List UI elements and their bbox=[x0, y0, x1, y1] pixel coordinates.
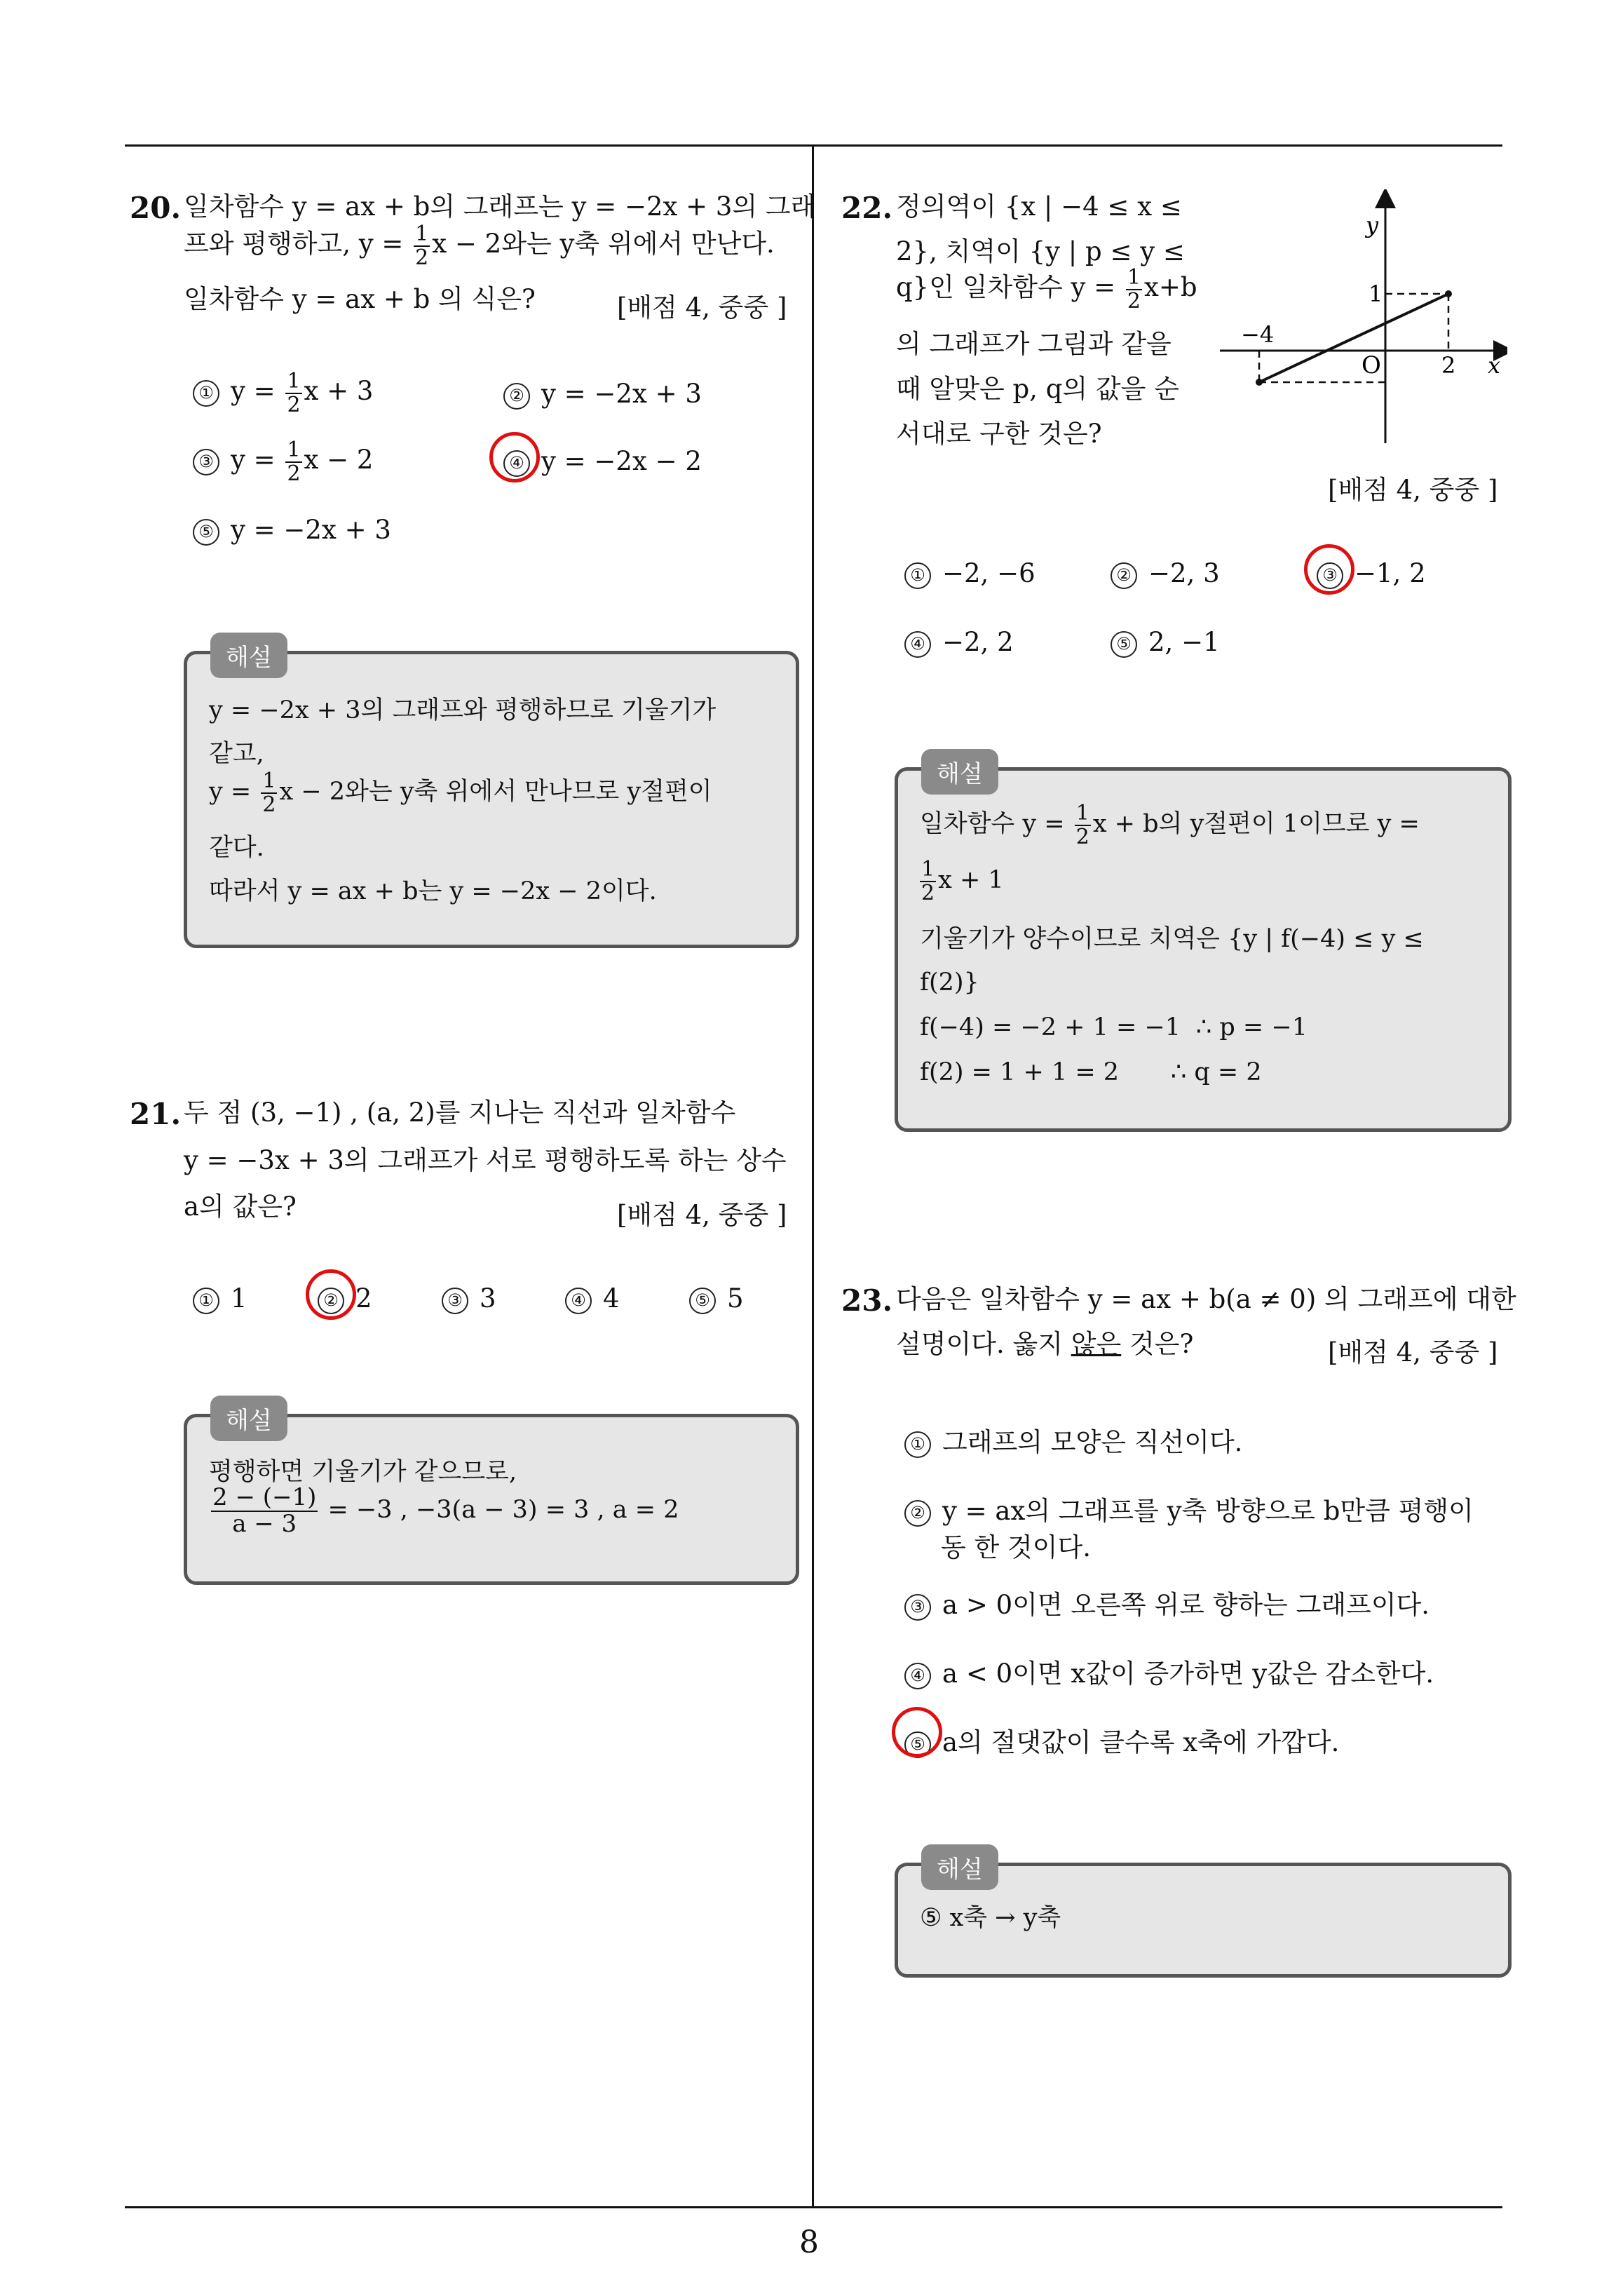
question-text-line: y = −3x + 3의 그래프가 서로 평행하도록 하는 상수 bbox=[184, 1145, 787, 1175]
explanation-line: 같다. bbox=[209, 834, 264, 862]
choice-2[interactable]: ② −2, 3 bbox=[1111, 558, 1220, 589]
explanation-line: f(2) = 1 + 1 = 2 bbox=[920, 1058, 1120, 1086]
explanation-line: 같고, bbox=[209, 740, 264, 768]
question-text-line: 정의역이 {x | −4 ≤ x ≤ bbox=[896, 191, 1182, 222]
page-number: 8 bbox=[799, 2224, 819, 2260]
explanation-line: 따라서 y = ax + b는 y = −2x − 2이다. bbox=[209, 877, 657, 905]
question-number: 22. bbox=[841, 191, 893, 225]
choice-2[interactable]: ② 2 bbox=[318, 1283, 372, 1314]
choice-2[interactable]: ② y = ax의 그래프를 y축 방향으로 b만큼 평행이 bbox=[904, 1490, 1474, 1527]
choice-3[interactable]: ③ −1, 2 bbox=[1317, 558, 1426, 589]
question-text-line: 일차함수 y = ax + b 의 식은? bbox=[184, 284, 536, 314]
explanation-line: y = −2x + 3의 그래프와 평행하므로 기울기가 bbox=[209, 696, 717, 724]
question-text-line: 프와 평행하고, y = $\frac{1}{2}$ x − 2와는 y축 위에서 만난다. bbox=[184, 222, 775, 270]
choice-5[interactable]: ⑤ 5 bbox=[689, 1283, 744, 1314]
explanation-line: 일차함수 y = $\frac{1}{2}$ x + b의 y절편이 1이므로 y = bbox=[920, 801, 1420, 849]
choice-1[interactable]: ① y = $\frac{1}{2}$ x + 3 bbox=[193, 370, 373, 416]
question-text-line: 2}, 치역이 {y | p ≤ y ≤ bbox=[896, 236, 1185, 266]
question-number: 20. bbox=[130, 191, 182, 225]
question-text-line: q}인 일차함수 y = $\frac{1}{2}$ x+b bbox=[896, 265, 1197, 313]
explanation-tag: 해설 bbox=[210, 633, 287, 678]
tick-label-x-neg: −4 bbox=[1241, 321, 1275, 348]
answer-mark-circle bbox=[892, 1707, 942, 1757]
choice-5[interactable]: ⑤ y = −2x + 3 bbox=[193, 515, 391, 546]
question-text-line: 다음은 일차함수 y = ax + b(a ≠ 0) 의 그래프에 대한 bbox=[896, 1284, 1516, 1314]
origin-label: O bbox=[1361, 351, 1381, 379]
question-text-line: 설명이다. 옳지 않은 것은? bbox=[896, 1329, 1194, 1359]
choice-3[interactable]: ③ y = $\frac{1}{2}$ x − 2 bbox=[193, 439, 373, 485]
answer-mark-circle bbox=[1304, 544, 1354, 595]
choice-2[interactable]: ② y = −2x + 3 bbox=[503, 379, 702, 410]
explanation-tag: 해설 bbox=[921, 1844, 998, 1890]
question-text-line: 의 그래프가 그림과 같을 bbox=[896, 329, 1172, 359]
choice-5[interactable]: ⑤ a의 절댓값이 클수록 x축에 가깝다. bbox=[904, 1721, 1339, 1759]
graph-line bbox=[1259, 294, 1448, 382]
choice-5[interactable]: ⑤ 2, −1 bbox=[1111, 627, 1220, 658]
choice-3[interactable]: ③ a > 0이면 오른쪽 위로 향하는 그래프이다. bbox=[904, 1583, 1430, 1621]
score-label: [배점 4, 중중 ] bbox=[1328, 1337, 1498, 1368]
question-text-line: 서대로 구한 것은? bbox=[896, 419, 1102, 449]
choice-2-continuation: 동 한 것이다. bbox=[941, 1532, 1091, 1562]
answer-mark-circle bbox=[489, 432, 540, 482]
choice-1[interactable]: ① 그래프의 모양은 직선이다. bbox=[904, 1421, 1242, 1459]
x-axis-label: x bbox=[1488, 352, 1501, 379]
explanation-line: ⑤ x축 → y축 bbox=[920, 1904, 1061, 1932]
tick-label-x-pos: 2 bbox=[1441, 352, 1456, 379]
explanation-line: $\frac{1}{2}$ x + 1 bbox=[921, 857, 1004, 905]
endpoint bbox=[1445, 290, 1452, 297]
question-text-line: a의 값은? bbox=[184, 1191, 297, 1222]
choice-3[interactable]: ③ 3 bbox=[442, 1283, 496, 1314]
score-label: [배점 4, 중중 ] bbox=[617, 1200, 787, 1230]
choice-1[interactable]: ① −2, −6 bbox=[904, 558, 1035, 589]
explanation-line: ∴ p = −1 bbox=[1196, 1013, 1308, 1041]
column-divider bbox=[812, 144, 814, 2208]
explanation-line: f(−4) = −2 + 1 = −1 bbox=[920, 1013, 1181, 1041]
y-axis-label: y bbox=[1366, 212, 1379, 238]
explanation-line: $\frac{2 - (-1)}{a - 3}$ = −3 , −3(a − 3) = 3 , a = 2 bbox=[212, 1483, 679, 1538]
question-text-line: 일차함수 y = ax + b의 그래프는 y = −2x + 3의 그래 bbox=[184, 191, 816, 222]
explanation-line: y = $\frac{1}{2}$ x − 2와는 y축 위에서 만나므로 y절편이 bbox=[209, 769, 712, 817]
choice-4[interactable]: ④ −2, 2 bbox=[904, 627, 1014, 658]
explanation-line: ∴ q = 2 bbox=[1171, 1058, 1262, 1086]
endpoint bbox=[1256, 379, 1263, 386]
explanation-tag: 해설 bbox=[210, 1396, 287, 1441]
answer-mark-circle bbox=[306, 1269, 356, 1320]
function-graph bbox=[1213, 189, 1507, 449]
explanation-tag: 해설 bbox=[921, 749, 998, 795]
score-label: [배점 4, 중중 ] bbox=[617, 292, 787, 323]
tick-label-y: 1 bbox=[1369, 281, 1383, 307]
choice-4[interactable]: ④ 4 bbox=[565, 1283, 620, 1314]
question-number: 23. bbox=[841, 1283, 893, 1318]
explanation-line: 평행하면 기울기가 같으므로, bbox=[209, 1458, 517, 1486]
choice-4[interactable]: ④ y = −2x − 2 bbox=[503, 446, 702, 477]
bottom-rule bbox=[125, 2206, 1502, 2208]
question-text-line: 때 알맞은 p, q의 값을 순 bbox=[896, 374, 1179, 404]
question-number: 21. bbox=[130, 1097, 182, 1131]
choice-1[interactable]: ① 1 bbox=[193, 1283, 247, 1314]
explanation-line: f(2)} bbox=[920, 968, 979, 997]
question-text-line: 두 점 (3, −1) , (a, 2)를 지나는 직선과 일차함수 bbox=[184, 1098, 736, 1128]
choice-4[interactable]: ④ a < 0이면 x값이 증가하면 y값은 감소한다. bbox=[904, 1652, 1434, 1690]
score-label: [배점 4, 중중 ] bbox=[1328, 475, 1498, 505]
explanation-line: 기울기가 양수이므로 치역은 {y | f(−4) ≤ y ≤ bbox=[920, 925, 1424, 953]
